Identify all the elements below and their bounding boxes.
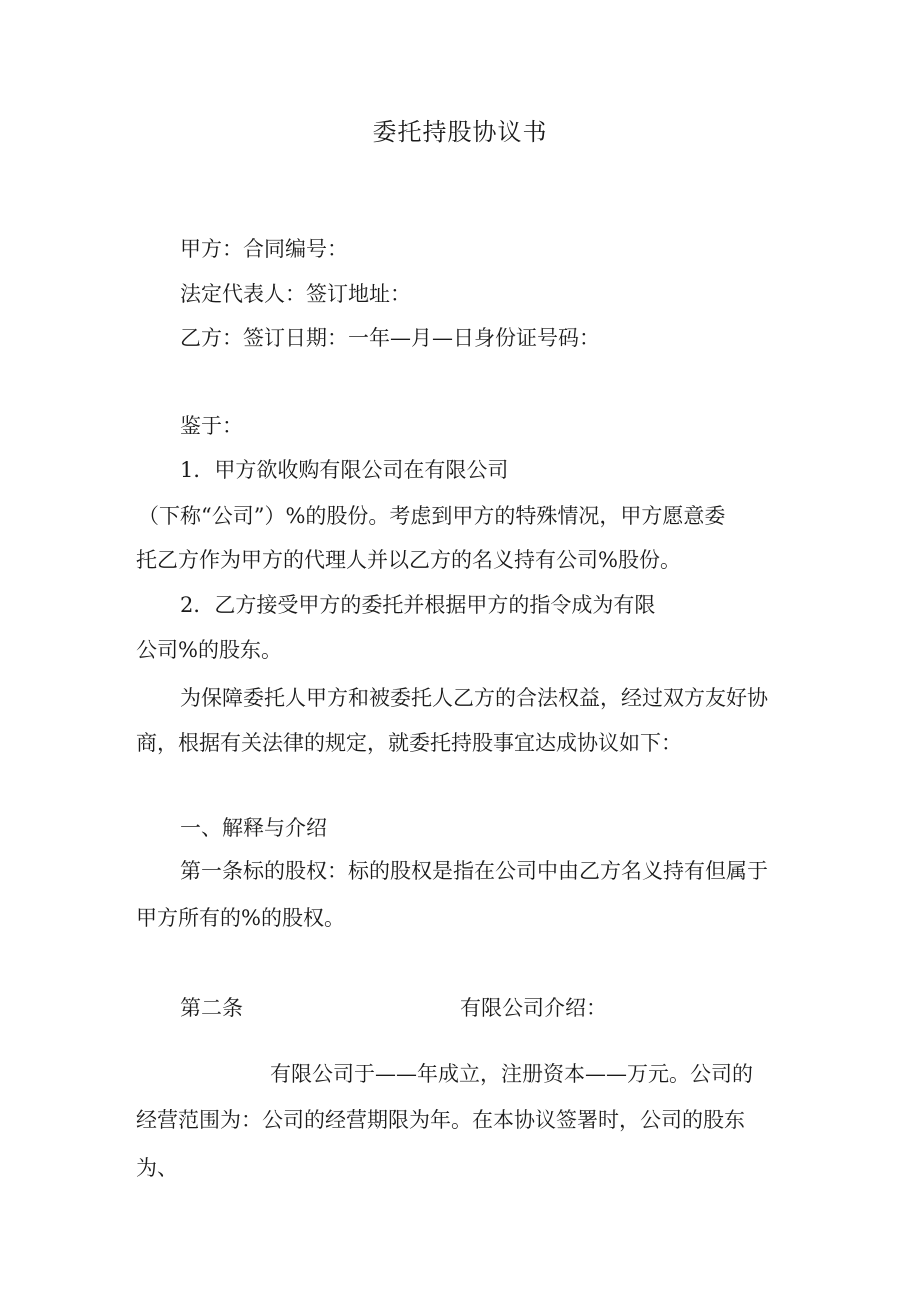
article1-line1: 第一条标的股权：标的股权是指在公司中由乙方名义持有但属于 <box>180 859 768 883</box>
article2-label: 第二条 <box>180 996 243 1020</box>
purpose-line2: 商，根据有关法律的规定，就委托持股事宜达成协议如下： <box>136 731 682 755</box>
whereas-item1-line2: （下称“公司”）%的股份。考虑到甲方的特殊情况，甲方愿意委 <box>138 504 726 528</box>
document-title: 委托持股协议书 <box>372 118 548 146</box>
company-intro-line3: 为、 <box>136 1156 178 1180</box>
whereas-heading: 鉴于： <box>180 414 243 438</box>
article2-title: 有限公司介绍： <box>460 996 607 1020</box>
article1-line2: 甲方所有的%的股权。 <box>136 906 345 930</box>
purpose-line1: 为保障委托人甲方和被委托人乙方的合法权益，经过双方友好协 <box>180 686 768 710</box>
whereas-item2-line1: 2．乙方接受甲方的委托并根据甲方的指令成为有限 <box>180 593 656 617</box>
company-intro-line2: 经营范围为：公司的经营期限为年。在本协议签署时，公司的股东 <box>136 1108 745 1132</box>
section1-heading: 一、解释与介绍 <box>180 816 327 840</box>
company-intro-line1: 有限公司于——年成立，注册资本——万元。公司的 <box>270 1062 753 1086</box>
whereas-item1-line1: 1．甲方欲收购有限公司在有限公司 <box>180 458 509 482</box>
party-a-line: 甲方：合同编号： <box>180 237 348 261</box>
whereas-item2-line2: 公司%的股东。 <box>136 638 282 662</box>
whereas-item1-line3: 托乙方作为甲方的代理人并以乙方的名义持有公司%股份。 <box>136 548 681 572</box>
party-b-line: 乙方：签订日期：一年—月—日身份证号码： <box>180 326 600 350</box>
legal-representative-line: 法定代表人：签订地址： <box>180 282 411 306</box>
